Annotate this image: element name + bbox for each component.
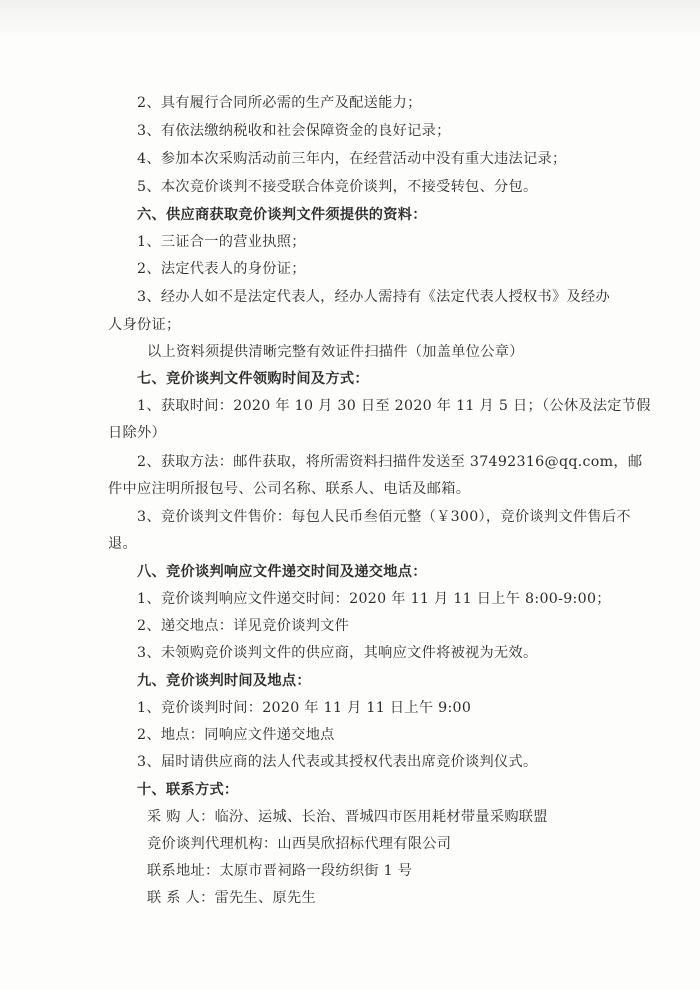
obtain-method-line1: 2、获取方法：邮件获取，将所需资料扫描件发送至 37492316@qq.com，邮 bbox=[137, 454, 643, 470]
section-heading-8: 八、竞价谈判响应文件递交时间及递交地点： bbox=[137, 564, 427, 580]
qualification-item-2: 2、具有履行合同所必需的生产及配送能力； bbox=[137, 95, 422, 111]
document-price-line2: 退。 bbox=[108, 536, 137, 552]
contact-purchaser: 采 购 人：临汾、运城、长治、晋城四市医用耗材带量采购联盟 bbox=[147, 809, 548, 825]
material-item-2: 2、法定代表人的身份证； bbox=[137, 261, 306, 277]
material-item-1: 1、三证合一的营业执照； bbox=[137, 234, 306, 250]
negotiation-time: 1、竞价谈判时间：2020 年 11 月 11 日上午 9:00 bbox=[137, 700, 472, 716]
material-item-3-line1: 3、经办人如不是法定代表人，经办人需持有《法定代表人授权书》及经办 bbox=[137, 289, 610, 305]
section-heading-10: 十、联系方式： bbox=[137, 782, 239, 798]
contact-person: 联 系 人：雷先生、原先生 bbox=[147, 890, 316, 906]
material-note: 以上资料须提供清晰完整有效证件扫描件（加盖单位公章） bbox=[147, 344, 524, 360]
section-heading-9: 九、竞价谈判时间及地点： bbox=[137, 673, 311, 689]
obtain-time-line1: 1、获取时间：2020 年 10 月 30 日至 2020 年 11 月 5 日；（公休及法定节假 bbox=[137, 398, 651, 414]
negotiation-place: 2、地点：同响应文件递交地点 bbox=[137, 727, 335, 743]
qualification-item-5: 5、本次竞价谈判不接受联合体竞价谈判，不接受转包、分包。 bbox=[137, 179, 538, 195]
document-price-line1: 3、竞价谈判文件售价：每包人民币叁佰元整（￥300），竞价谈判文件售后不 bbox=[137, 509, 631, 525]
obtain-time-line2: 日除外） bbox=[108, 425, 166, 441]
contact-address: 联系地址：太原市晋祠路一段纺织街 1 号 bbox=[147, 863, 413, 879]
qualification-item-4: 4、参加本次采购活动前三年内，在经营活动中没有重大违法记录； bbox=[137, 151, 567, 167]
submit-place: 2、递交地点：详见竞价谈判文件 bbox=[137, 618, 350, 634]
obtain-method-line2: 件中应注明所报包号、公司名称、联系人、电话及邮箱。 bbox=[108, 481, 471, 497]
qualification-item-3: 3、有依法缴纳税收和社会保障资金的良好记录； bbox=[137, 123, 451, 139]
section-heading-7: 七、竞价谈判文件领购时间及方式： bbox=[137, 371, 369, 387]
submit-invalid-note: 3、未领购竞价谈判文件的供应商，其响应文件将被视为无效。 bbox=[137, 645, 538, 661]
section-heading-6: 六、供应商获取竞价谈判文件须提供的资料： bbox=[137, 207, 427, 223]
scan-edge bbox=[0, 0, 700, 40]
material-item-3-line2: 人身份证； bbox=[108, 317, 181, 333]
negotiation-attendance: 3、届时请供应商的法人代表或其授权代表出席竞价谈判仪式。 bbox=[137, 754, 538, 770]
submit-time: 1、竞价谈判响应文件递交时间：2020 年 11 月 11 日上午 8:00-9:00； bbox=[137, 591, 611, 607]
contact-agency: 竞价谈判代理机构：山西昊欣招标代理有限公司 bbox=[147, 836, 452, 852]
